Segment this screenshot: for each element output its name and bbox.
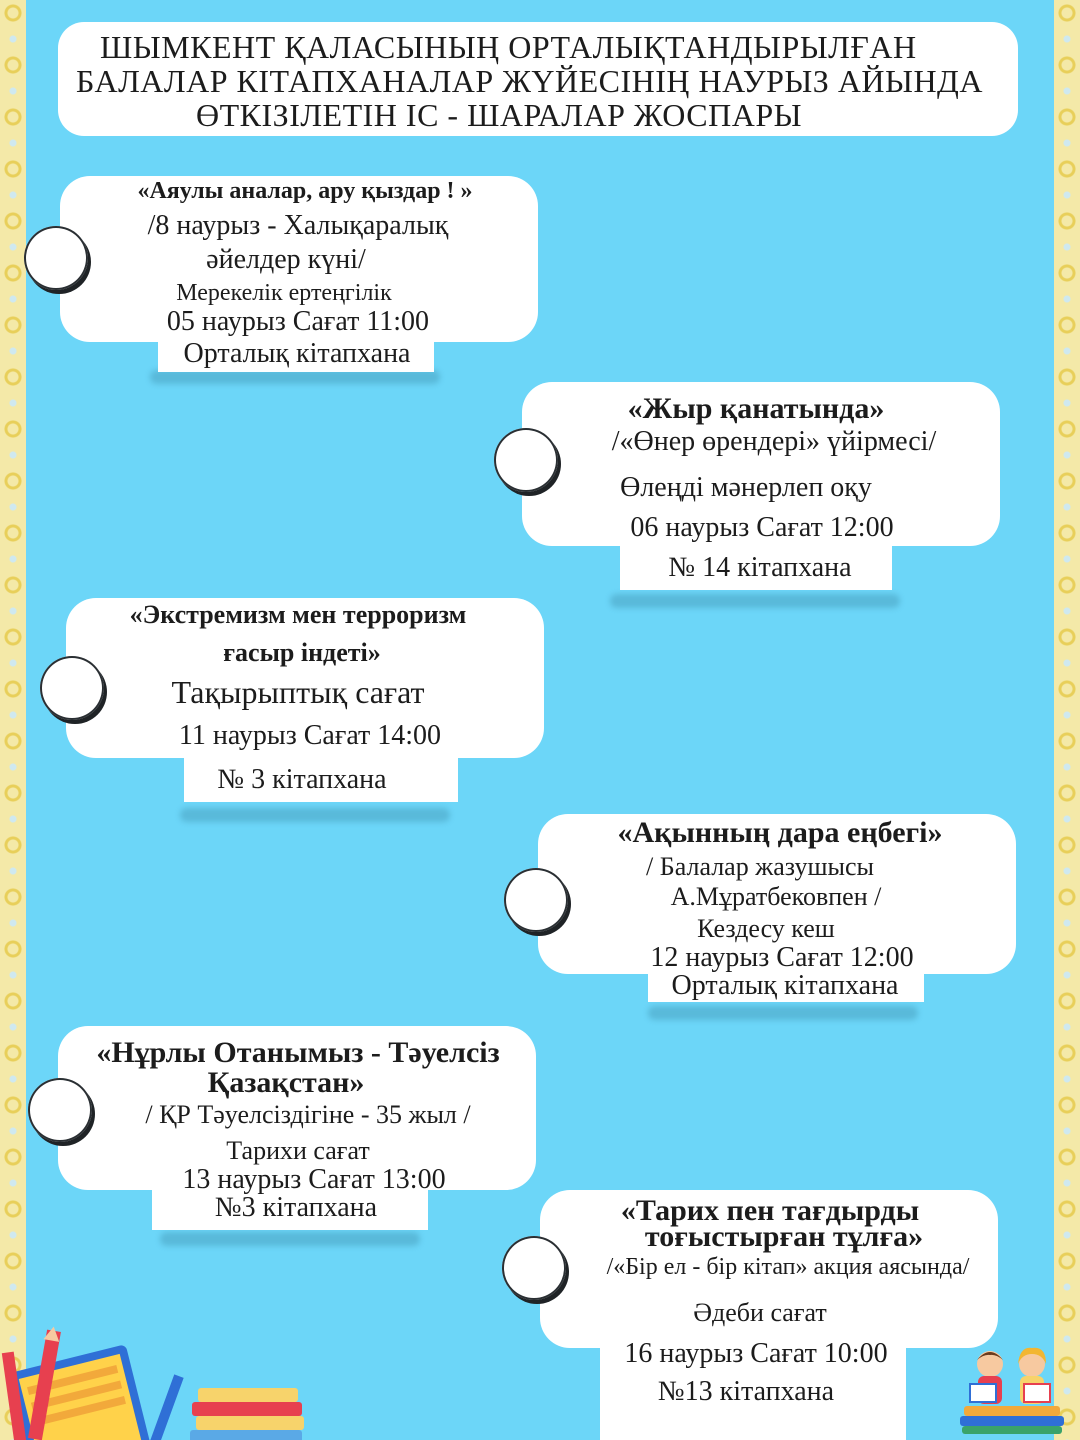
- title-line-2: БАЛАЛАР КІТАПХАНАЛАР ЖҮЙЕСІНІҢ НАУРЫЗ АЙЫНДА: [76, 63, 983, 99]
- event-5-title-1: «Нұрлы Отанымыз - Тәуелсіз: [96, 1036, 500, 1069]
- bullet-circle-icon: [494, 428, 558, 492]
- left-ornament-border: [0, 0, 26, 1440]
- event-1-type: Мерекелік ертеңгілік: [176, 280, 392, 306]
- event-5-type: Тарихи сағат: [226, 1136, 370, 1165]
- event-3-datetime: 11 наурыз Сағат 14:00: [178, 720, 442, 751]
- event-4-type: Кездесу кеш: [697, 914, 835, 943]
- event-6-datetime: 16 наурыз Сағат 10:00: [624, 1338, 888, 1369]
- card-shadow: [150, 370, 440, 384]
- books-illustration-icon: [0, 1322, 320, 1440]
- title-line-1: ШЫМКЕНТ ҚАЛАСЫНЫҢ ОРТАЛЫҚТАНДЫРЫЛҒАН: [100, 29, 917, 65]
- event-5-place: №3 кітапхана: [214, 1192, 378, 1223]
- event-5-subtitle: / ҚР Тәуелсіздігіне - 35 жыл /: [145, 1100, 471, 1129]
- event-6-place: №13 кітапхана: [657, 1376, 835, 1407]
- card-shadow: [180, 808, 450, 822]
- event-5-title-2: Қазақстан»: [207, 1066, 365, 1099]
- event-3-title-2: ғасыр індеті»: [223, 638, 381, 667]
- right-ornament-border: [1054, 0, 1080, 1440]
- event-1-place: Орталық кітапхана: [183, 338, 411, 369]
- event-2-subtitle: /«Өнер өрендері» үйірмесі/: [611, 426, 937, 457]
- event-1-datetime: 05 наурыз Сағат 11:00: [166, 306, 430, 337]
- event-6-type: Әдеби сағат: [693, 1298, 827, 1327]
- event-2-place: № 14 кітапхана: [668, 552, 852, 583]
- event-2-datetime: 06 наурыз Сағат 12:00: [630, 512, 894, 543]
- bullet-circle-icon: [504, 868, 568, 932]
- bullet-circle-icon: [28, 1078, 92, 1142]
- event-4-datetime: 12 наурыз Сағат 12:00: [650, 942, 914, 973]
- card-shadow: [160, 1232, 420, 1246]
- event-6-title-2: тоғыстырған тұлға»: [644, 1220, 924, 1253]
- event-3-place: № 3 кітапхана: [217, 764, 387, 795]
- bullet-circle-icon: [40, 656, 104, 720]
- event-6-title-1: «Тарих пен тағдырды: [620, 1194, 920, 1227]
- event-2-title: «Жыр қанатында»: [627, 392, 885, 425]
- event-1-subtitle-2: әйелдер күні/: [206, 244, 366, 275]
- children-reading-icon: [956, 1340, 1066, 1436]
- event-4-place: Орталық кітапхана: [671, 970, 899, 1001]
- card-shadow: [648, 1006, 918, 1020]
- event-2-type: Өлеңді мәнерлеп оқу: [620, 472, 872, 503]
- event-4-subtitle-1: / Балалар жазушысы: [646, 852, 874, 881]
- event-1-title: «Аяулы аналар, ару қыздар ! »: [137, 178, 473, 204]
- bullet-circle-icon: [24, 226, 88, 290]
- bullet-circle-icon: [502, 1236, 566, 1300]
- event-3-type: Тақырыптық сағат: [171, 674, 425, 710]
- event-4-title: «Ақынның дара еңбегі»: [617, 816, 943, 849]
- event-6-subtitle: /«Бір ел - бір кітап» акция аясында/: [606, 1254, 970, 1280]
- event-3-title-1: «Экстремизм мен терроризм: [129, 600, 467, 629]
- event-5-datetime: 13 наурыз Сағат 13:00: [182, 1164, 446, 1195]
- card-shadow: [610, 594, 900, 608]
- event-4-subtitle-2: А.Мұратбековпен /: [670, 882, 882, 911]
- event-1-subtitle-1: /8 наурыз - Халықаралық: [147, 210, 449, 241]
- title-line-3: ӨТКІЗІЛЕТІН ІС - ШАРАЛАР ЖОСПАРЫ: [196, 97, 803, 133]
